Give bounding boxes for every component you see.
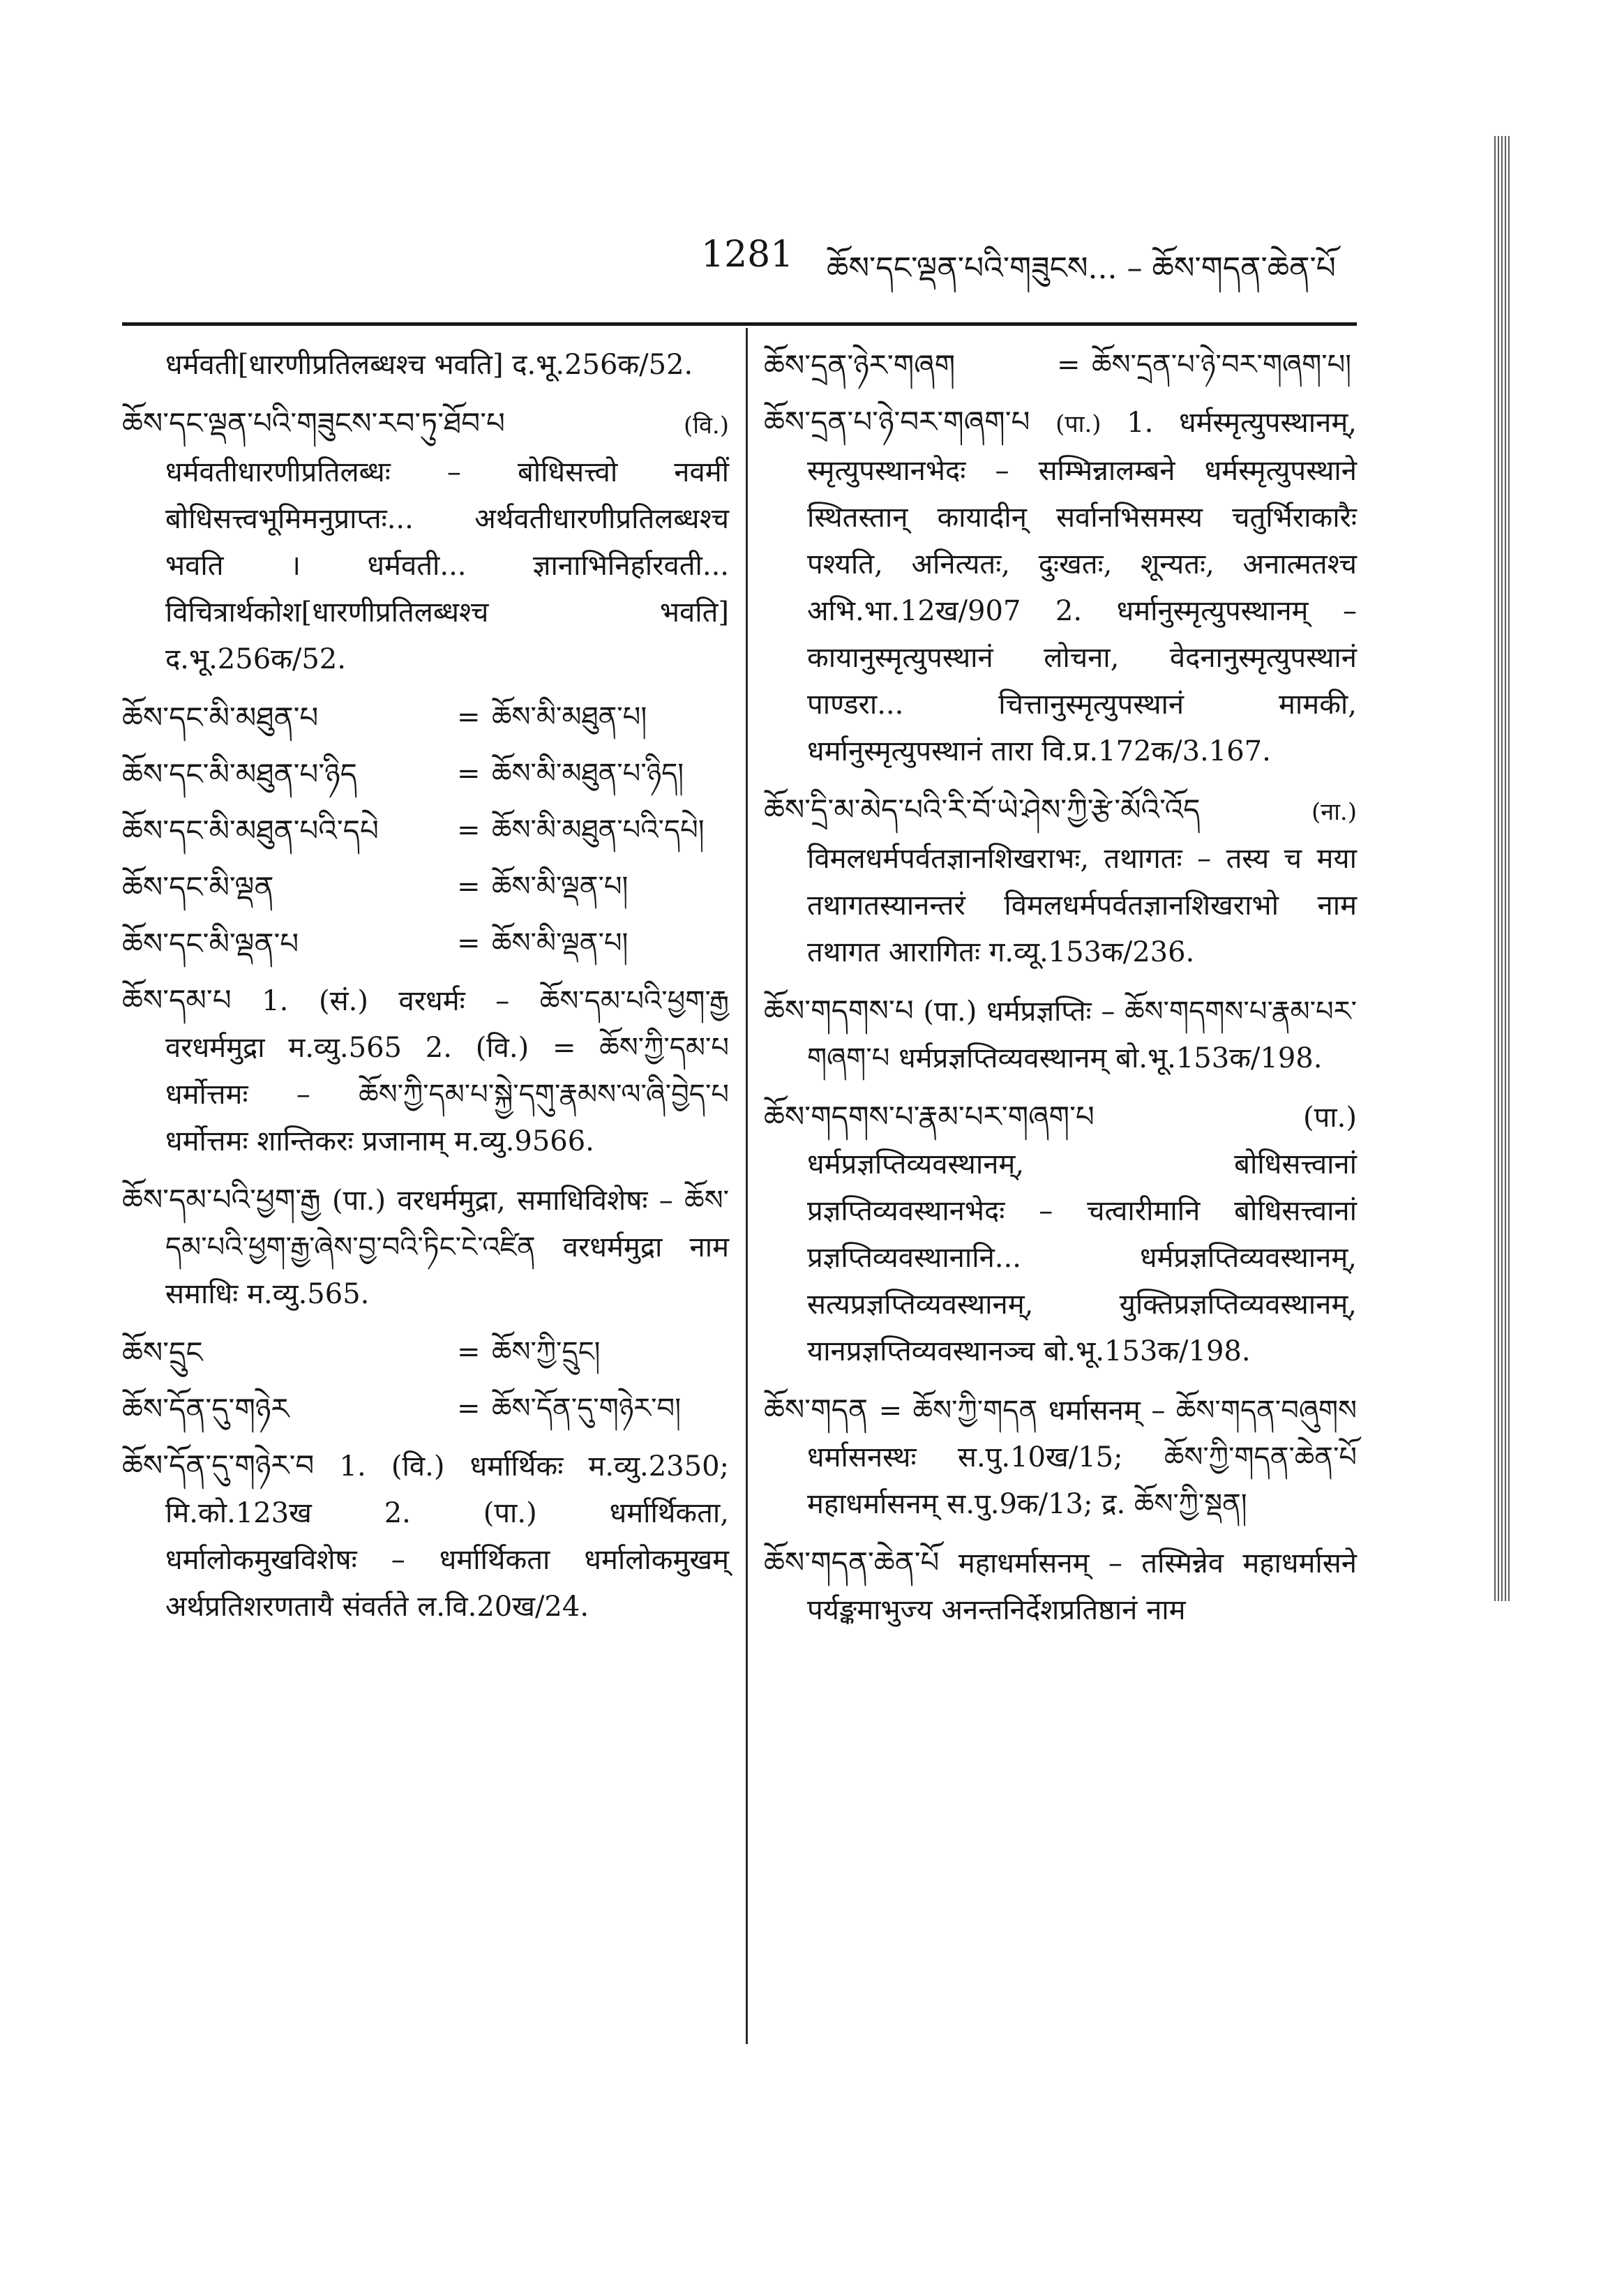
- dictionary-entry: [122, 977, 729, 1165]
- entry-body: 1. धर्मस्मृत्युपस्थानम्, स्मृत्युपस्थानभेदः – सम्भिन्नालम्बने धर्मस्मृत्युपस्थाने स्थितस्तान् कायादीन् सर्वानभिसमस्य चतुर्भिराकारैः पश्यति, अनित्यतः, दुःखतः, शून्यतः, अनात्मतश्च अभि.भा.12ख/907 2. धर्मानुस्मृत्युपस्थानम् – कायानुस्मृत्युपस्थानं लोचना, वेदनानुस्मृत्युपस्थानं पाण्डरा... चित्तानुस्मृत्युपस्थानं मामकी, धर्मानुस्मृत्युपस्थानं तारा वि.प्र.172क/3.167.: [807, 407, 1357, 767]
- right-column: [764, 342, 1357, 1645]
- headword: ཆོས་གདགས་པ་རྣམ་པར་གཞག་པ: [764, 1100, 1095, 1134]
- dictionary-entry: [122, 400, 729, 683]
- entry-body: 1. (वि.) धर्मार्थिकः म.व्यु.2350; मि.को.123ख 2. (पा.) धर्मार्थिकता, धर्मालोकमुखविशेषः – धर्मार्थिकता धर्मालोकमुखम् अर्थप्रतिशरणतायै संवर्तते ल.वि.20ख/24.: [165, 1450, 730, 1623]
- target: ཆོས་མི་ལྡན་པ།: [492, 927, 629, 959]
- headword: ཆོས་དྲུང: [122, 1335, 203, 1369]
- cross-reference: ཆོས་དོན་དུ་གཉེར = ཆོས་དོན་དུ་གཉེར་བ།: [122, 1386, 729, 1432]
- cross-reference: ཆོས་དྲན་ཉེར་གཞག = ཆོས་དྲན་པ་ཉེ་བར་གཞག་པ།: [764, 342, 1357, 389]
- headword: ཆོས་དང་མི་མཐུན་པའི་དཔེ: [122, 813, 379, 848]
- headword: ཆོས་དྲན་པ་ཉེ་བར་གཞག་པ: [764, 405, 1030, 439]
- header-rule: [122, 322, 1357, 326]
- entry-body: 1. (सं.) वरधर्मः – ཆོས་དམ་པའི་ཕྱག་རྒྱ वरधर्ममुद्रा म.व्यु.565 2. (वि.) = ཆོས་ཀྱི་དམ་པ धर्मोत्तमः – ཆོས་ཀྱི་དམ་པ་སྐྱེ་དགུ་རྣམས་ལ་ཞི་བྱེད་པ धर्मोत्तमः शान्तिकरः प्रजानाम् म.व्यु.9566.: [165, 985, 730, 1157]
- entry-body: (पा.) धर्मप्रज्ञप्तिः – ཆོས་གདགས་པ་རྣམ་པར་གཞག་པ धर्मप्रज्ञप्तिव्यवस्थानम् बो.भू.153क/198.: [807, 996, 1357, 1074]
- cross-reference: ཆོས་དང་མི་ལྡན = ཆོས་མི་ལྡན་པ།: [122, 864, 729, 910]
- dictionary-entry: [764, 1093, 1357, 1375]
- headword: ཆོས་དང་ལྡན་པའི་གཟུངས་རབ་ཏུ་ཐོབ་པ: [122, 406, 505, 440]
- grammar-label: (ना.): [1311, 798, 1357, 826]
- cross-reference: ཆོས་དང་མི་མཐུན་པ་ཉིད = ཆོས་མི་མཐུན་པ་ཉིད།: [122, 751, 729, 797]
- entry-body: विमलधर्मपर्वतज्ञानशिखराभः, तथागतः – तस्य च मया तथागतस्यानन्तरं विमलधर्मपर्वतज्ञानशिखराभो नाम तथागत आरागितः ग.व्यू.153क/236.: [807, 843, 1357, 968]
- headword: ཆོས་གདན་ཆེན་པོ: [764, 1545, 940, 1579]
- headword: ཆོས་དང་མི་ལྡན་པ: [122, 926, 299, 961]
- headword: ཆོས་དང་མི་ལྡན: [122, 870, 274, 904]
- cross-reference: ཆོས་དང་མི་ལྡན་པ = ཆོས་མི་ལྡན་པ།: [122, 920, 729, 967]
- cross-reference: ཆོས་དང་མི་མཐུན་པ = ཆོས་མི་མཐུན་པ།: [122, 694, 729, 741]
- cross-reference: ཆོས་དང་མི་མཐུན་པའི་དཔེ = ཆོས་མི་མཐུན་པའི་དཔེ།: [122, 807, 729, 854]
- headword: ཆོས་དྲི་མ་མེད་པའི་རི་བོ་ཡེ་ཤེས་ཀྱི་རྩེ་མོའི་འོད: [764, 793, 1201, 827]
- dictionary-entry: [122, 1442, 729, 1630]
- dictionary-entry: [764, 786, 1357, 976]
- target: ཆོས་མི་མཐུན་པ་ཉིད།: [492, 758, 684, 790]
- entry-body: (पा.) वरधर्ममुद्रा, समाधिविशेषः – ཆོས་དམ་པའི་ཕྱག་རྒྱ་ཞེས་བྱ་བའི་ཏིང་ངེ་འཛིན वरधर्ममुद्रा नाम समाधिः म.व्यु.565.: [165, 1185, 729, 1310]
- left-column: [122, 342, 729, 1642]
- headword: ཆོས་གདགས་པ: [764, 993, 914, 1028]
- dictionary-entry: [764, 398, 1357, 775]
- headword: ཆོས་གདན: [764, 1393, 868, 1427]
- headword: ཆོས་དོན་དུ་གཉེར་བ: [122, 1448, 315, 1483]
- target: ཆོས་མི་མཐུན་པ།: [492, 701, 647, 733]
- entry-body: महाधर्मासनम् – तस्मिन्नेव महाधर्मासने पर्यङ्कमाभुज्य अनन्तनिर्देशप्रतिष्ठानं नाम: [807, 1547, 1358, 1626]
- headword: ཆོས་དམ་པ: [122, 983, 232, 1017]
- entry-body: (पा.) धर्मप्रज्ञप्तिव्यवस्थानम्, बोधिसत्त्वानां प्रज्ञप्तिव्यवस्थानभेदः – चत्वारीमानि बोधिसत्त्वानां प्रज्ञप्तिव्यवस्थानानि... धर्मप्रज्ञप्तिव्यवस्थानम्, सत्यप्रज्ञप्तिव्यवस्थानम्, युक्तिप्रज्ञप्तिव्यवस्थानम्, यानप्रज्ञप्तिव्यवस्थानञ्च बो.भू.153क/198.: [807, 1102, 1357, 1367]
- entry-continuation: धर्मवती[धारणीप्रतिलब्धश्च भवति] द.भू.256क/52.: [165, 349, 693, 381]
- entry-body: धर्मवतीधारणीप्रतिलब्धः – बोधिसत्त्वो नवमीं बोधिसत्त्वभूमिमनुप्राप्तः... अर्थवतीधारणीप्रतिलब्धश्च भवति । धर्मवती... ज्ञानाभिनिर्हारवती... विचित्रार्थकोश[धारणीप्रतिलब्धश्च भवति] द.भू.256क/52.: [165, 456, 729, 675]
- cross-reference: ཆོས་དྲུང = ཆོས་ཀྱི་དྲུང།: [122, 1329, 729, 1376]
- target: ཆོས་མི་ལྡན་པ།: [492, 871, 629, 903]
- grammar-label: (वि.): [683, 412, 729, 440]
- entry-body: = ཆོས་ཀྱི་གདན धर्मासनम् – ཆོས་གདན་བཞུགས धर्मासनस्थः स.पु.10ख/15; ཆོས་ཀྱི་གདན་ཆེན་པོ महाधर्मासनम् स.पु.9क/13; द्र. ཆོས་ཀྱི་སྡན།: [807, 1395, 1358, 1520]
- headword: ཆོས་དང་མི་མཐུན་པ་ཉིད: [122, 757, 357, 791]
- page-header: [122, 209, 1357, 286]
- headword: ཆོས་དམ་པའི་ཕྱག་རྒྱ: [122, 1183, 321, 1217]
- target: ཆོས་ཀྱི་དྲུང།: [492, 1336, 601, 1368]
- binding-edge: [1494, 136, 1510, 1601]
- target: ཆོས་མི་མཐུན་པའི་དཔེ།: [492, 814, 705, 846]
- dictionary-entry: [122, 1176, 729, 1318]
- dictionary-entry: [764, 1539, 1357, 1634]
- headword: ཆོས་དོན་དུ་གཉེར: [122, 1392, 290, 1426]
- headword: ཆོས་དྲན་ཉེར་གཞག: [764, 348, 956, 382]
- grammar-label: (पा.): [1055, 410, 1102, 438]
- column-divider: [746, 328, 748, 2044]
- dictionary-entry: [764, 987, 1357, 1082]
- headword: ཆོས་དང་མི་མཐུན་པ: [122, 700, 319, 735]
- page-number: 1281: [701, 234, 794, 276]
- target: ཆོས་དྲན་པ་ཉེ་བར་གཞག་པ།: [1092, 349, 1352, 381]
- dictionary-entry: [764, 1386, 1357, 1528]
- running-head: ཆོས་དང་ལྡན་པའི་གཟུངས... – ཆོས་གདན་ཆེན་པོ: [827, 250, 1336, 286]
- target: ཆོས་དོན་དུ་གཉེར་བ།: [492, 1393, 682, 1425]
